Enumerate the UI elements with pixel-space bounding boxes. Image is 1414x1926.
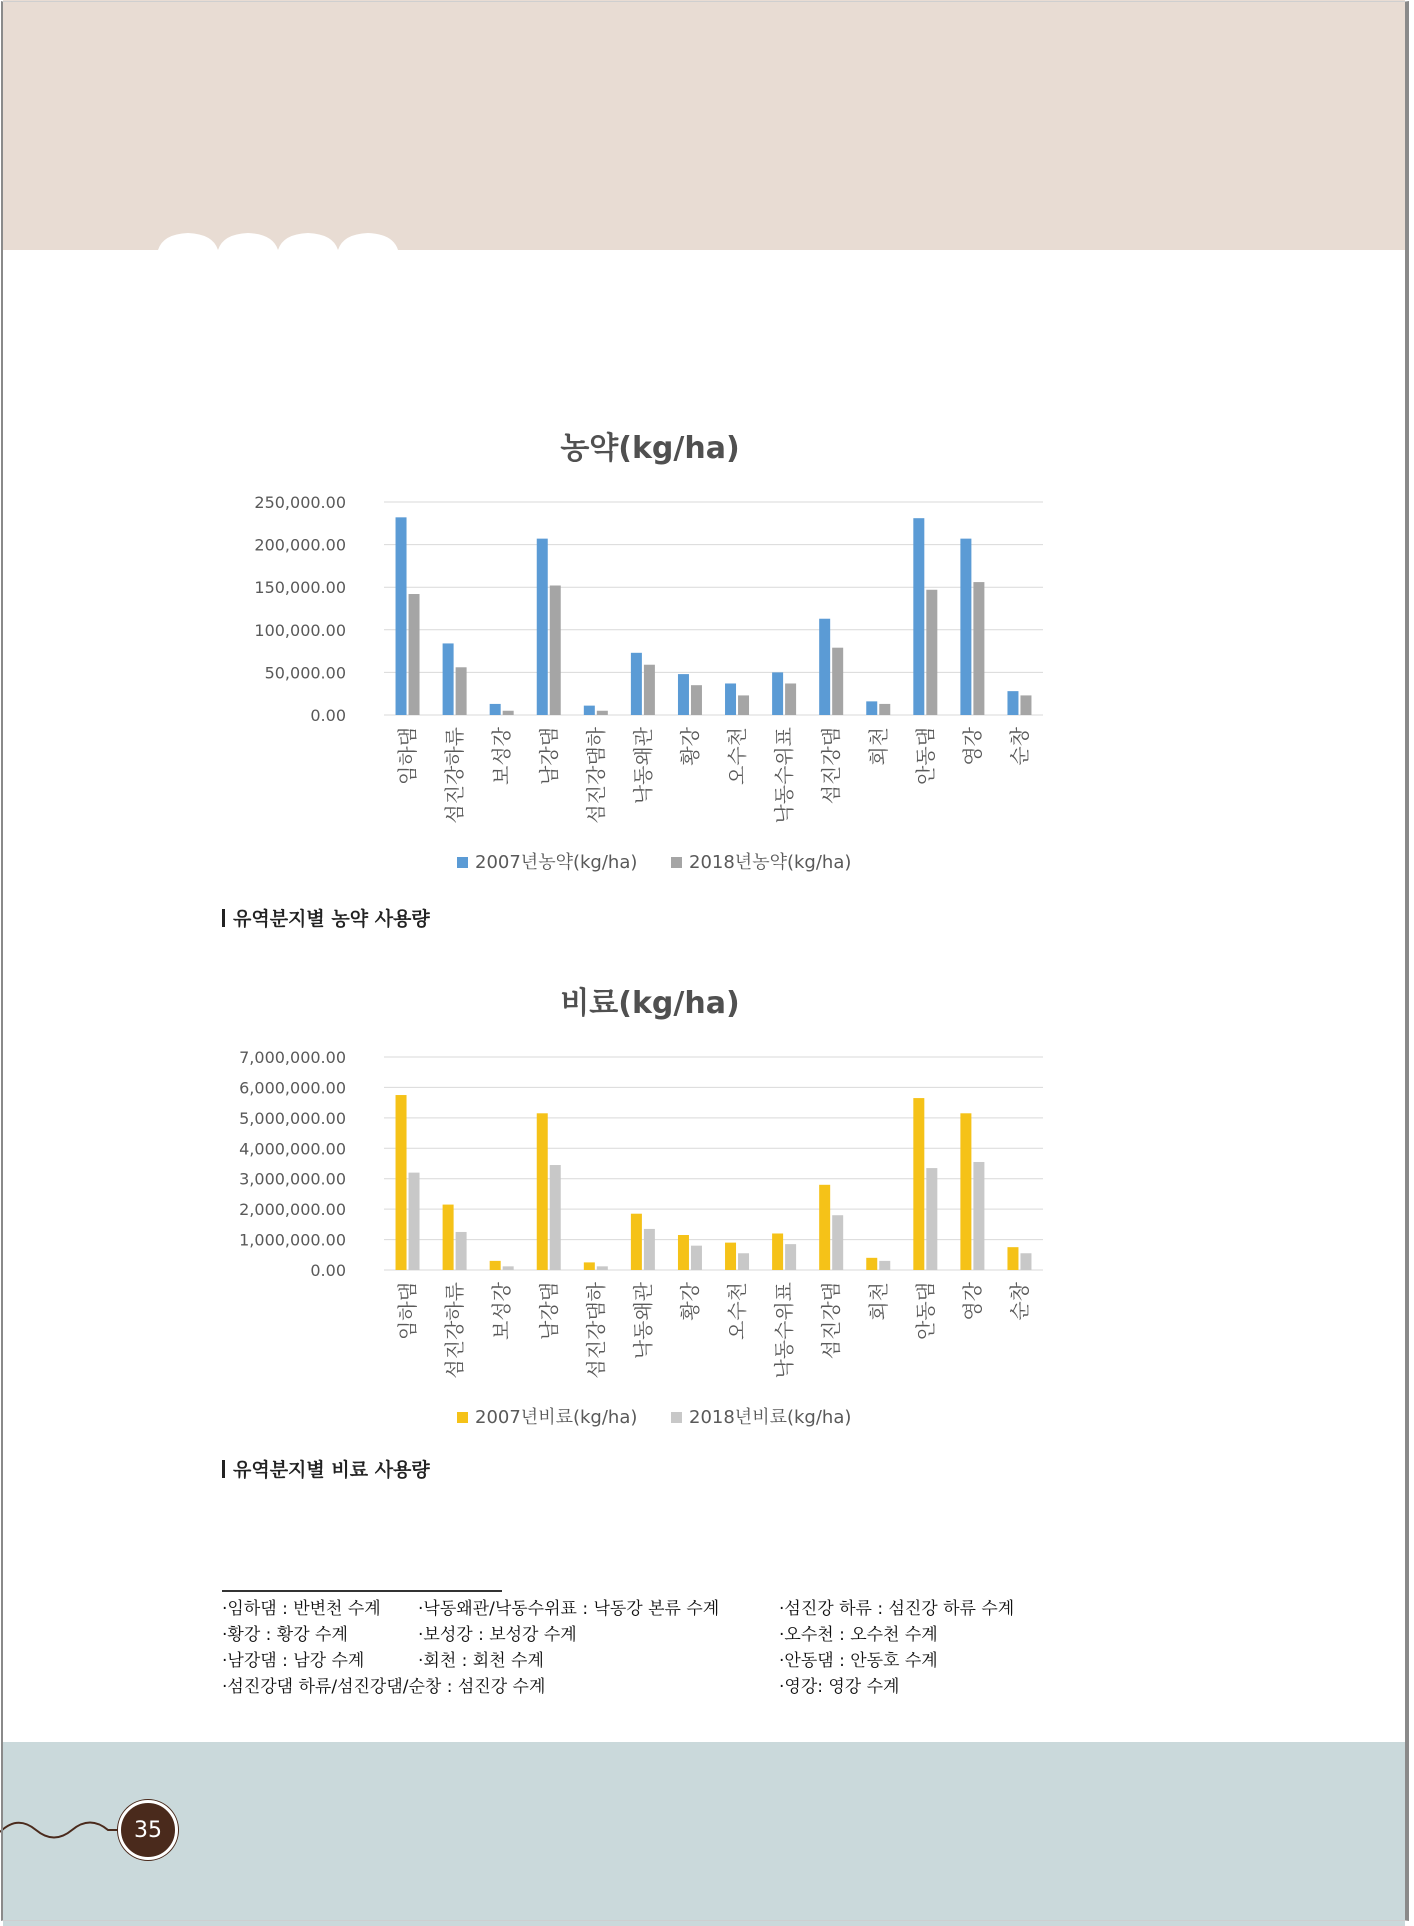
bar [973,1162,984,1270]
bar [819,619,830,715]
legend-label: 2007년비료(kg/ha) [475,1407,638,1428]
bar [443,1205,454,1270]
bar [866,701,877,715]
bar [537,539,548,715]
category-label: 섬진강하류 [442,727,467,824]
bar [550,585,561,715]
note-line: ·섬진강 하류 : 섬진강 하류 수계 [779,1599,1015,1619]
legend-swatch [671,857,682,868]
bar [409,594,420,715]
bar [490,1261,501,1270]
y-tick-label: 200,000.00 [254,535,346,555]
bar [443,643,454,715]
y-tick-label: 4,000,000.00 [239,1139,346,1159]
category-label: 황강 [677,727,702,766]
category-label: 낙동수위표 [772,1282,797,1379]
y-tick-label: 5,000,000.00 [239,1108,346,1128]
category-label: 회천 [866,1282,891,1321]
note-line: ·임하댐 : 반변천 수계 [222,1599,381,1619]
note-line: ·영강: 영강 수계 [779,1677,900,1697]
bar [785,1244,796,1270]
notes-column-2 [418,1596,719,1674]
y-tick-label: 1,000,000.00 [239,1230,346,1250]
category-label: 섬진강댐 [819,727,844,805]
pesticide-caption-text: 유역분지별 농약 사용량 [233,908,430,930]
y-tick-label: 3,000,000.00 [239,1169,346,1189]
category-label: 보성강 [489,727,514,785]
bar [503,1266,514,1270]
bar [503,711,514,715]
category-label: 섬진강댐 [819,1282,844,1360]
pesticide-caption [222,904,430,931]
category-label: 순창 [1007,727,1032,766]
bar [1007,1247,1018,1270]
y-tick-label: 0.00 [310,1261,346,1280]
bar [879,704,890,715]
y-tick-label: 50,000.00 [264,663,346,683]
note-line: ·회천 : 회천 수계 [418,1651,544,1671]
bar [490,704,501,715]
y-tick-label: 2,000,000.00 [239,1200,346,1220]
bar [644,665,655,715]
chart-title: 농약(kg/ha) [560,431,740,466]
category-label: 섬진강댐하 [583,727,608,824]
category-label: 회천 [866,727,891,766]
note-line: ·오수천 : 오수천 수계 [779,1625,938,1645]
bar [772,1233,783,1270]
bar [879,1261,890,1270]
bar [785,683,796,715]
bar [584,706,595,715]
bar [1007,691,1018,715]
legend-label: 2007년농약(kg/ha) [475,852,638,873]
bar [691,685,702,715]
category-label: 안동댐 [913,1282,938,1340]
bar [832,1215,843,1270]
category-label: 남강댐 [536,1282,561,1340]
note-line: ·황강 : 황강 수계 [222,1625,348,1645]
legend-label: 2018년농약(kg/ha) [689,852,852,873]
category-label: 영강 [960,1282,985,1321]
bar [725,683,736,715]
note-line: ·낙동왜관/낙동수위표 : 낙동강 본류 수계 [418,1599,720,1619]
header-band [3,0,1405,252]
note-line: ·안동댐 : 안동호 수계 [779,1651,938,1671]
y-tick-label: 250,000.00 [254,493,346,512]
bar [913,1098,924,1270]
note-line: ·남강댐 : 남강 수계 [222,1651,365,1671]
bar [832,648,843,715]
legend-swatch [457,857,468,868]
bar [409,1173,420,1270]
bar [537,1113,548,1270]
notes-divider [222,1590,502,1592]
bar [819,1185,830,1270]
caption-marker [222,1460,225,1478]
bar [973,582,984,715]
bar [678,674,689,715]
pesticide-chart [0,410,1414,873]
note-line: ·보성강 : 보성강 수계 [418,1625,577,1645]
y-tick-label: 0.00 [310,706,346,725]
note-line: ·섬진강댐 하류/섬진강댐/순창 : 섬진강 수계 [222,1677,546,1697]
page-number-badge [118,1800,178,1860]
bar [1020,695,1031,715]
bar [960,1113,971,1270]
footer-band [3,1742,1405,1926]
bar [866,1258,877,1270]
bar [738,1253,749,1270]
bar [456,1232,467,1270]
y-tick-label: 150,000.00 [254,578,346,598]
category-label: 섬진강댐하 [583,1282,608,1379]
category-label: 낙동왜관 [630,727,655,805]
legend-swatch [671,1412,682,1423]
pesticide-chart-svg [0,410,1414,873]
bar [644,1229,655,1270]
y-tick-label: 6,000,000.00 [239,1078,346,1098]
bar [584,1262,595,1270]
bar [926,1168,937,1270]
bar [456,667,467,715]
bar [926,590,937,715]
bar [396,1095,407,1270]
fertilizer-caption-text: 유역분지별 비료 사용량 [233,1459,430,1481]
legend-label: 2018년비료(kg/ha) [689,1407,852,1428]
bar [1020,1253,1031,1270]
category-label: 낙동수위표 [772,727,797,824]
category-label: 임하댐 [395,727,420,785]
fertilizer-caption [222,1455,430,1482]
category-label: 오수천 [725,1282,750,1340]
category-label: 영강 [960,727,985,766]
bar [960,539,971,715]
caption-marker [222,909,225,927]
fertilizer-chart [0,965,1414,1428]
bar [550,1165,561,1270]
bar [597,1266,608,1270]
bar [597,711,608,715]
bar [913,518,924,715]
bar [631,653,642,715]
bar [725,1243,736,1270]
category-label: 남강댐 [536,727,561,785]
chart-title: 비료(kg/ha) [560,986,740,1021]
bar [396,517,407,715]
page-number: 35 [134,1817,162,1843]
footer-wave-line [0,1800,130,1860]
category-label: 오수천 [725,727,750,785]
bar [738,695,749,715]
category-label: 섬진강하류 [442,1282,467,1379]
bar [678,1235,689,1270]
legend-swatch [457,1412,468,1423]
category-label: 보성강 [489,1282,514,1340]
y-tick-label: 100,000.00 [254,620,346,640]
bar [631,1214,642,1270]
y-tick-label: 7,000,000.00 [239,1048,346,1067]
notes-column-3 [779,1596,1014,1700]
fertilizer-chart-svg [0,965,1414,1428]
category-label: 황강 [677,1282,702,1321]
category-label: 안동댐 [913,727,938,785]
category-label: 낙동왜관 [630,1282,655,1360]
category-label: 순창 [1007,1282,1032,1321]
bar [691,1246,702,1270]
category-label: 임하댐 [395,1282,420,1340]
bar [772,672,783,715]
